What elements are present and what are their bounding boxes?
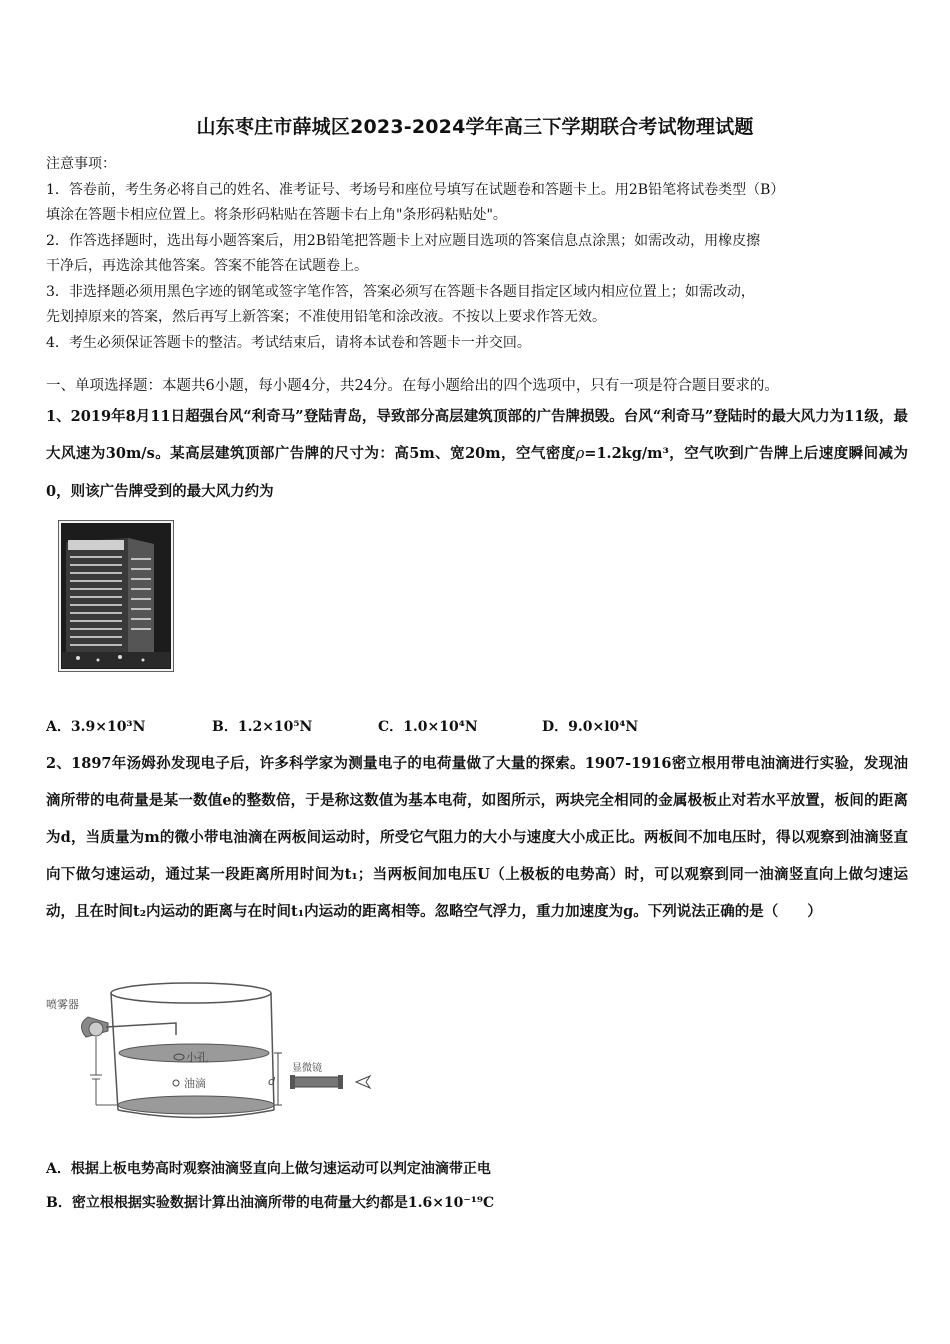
distance-label: d <box>268 1075 275 1088</box>
question-2: 2、1897年汤姆孙发现电子后，许多科学家为测量电子的电荷量做了大量的探索。1907-1916密立根用带电油滴进行实验，发现油滴所带的电荷量是某一数值e的整数倍，于是称这数值为基本电荷，如图所示，两块完全相同的金属极板止对若水平放置，板间的距离为d，当质量为m的微小带电油滴在两板间运动时，所受它气阻力的大小与速度大小成正比。两板间不加电压时，得以观察到油滴竖直向下做匀速运动，通过某一段距离所用时间为t₁；当两板间加电压U（上极板的电势高）时，可以观察到同一油滴竖直向上做匀速运动，且在时间t₂内运动的距离与在时间t₁内运动的距离相等。忽略空气浮力，重力加速度为g。下列说法正确的是（ ） <box>46 755 908 920</box>
notice-section <box>46 152 908 356</box>
notice-line: 干净后，再选涂其他答案。答案不能答在试题卷上。 <box>46 258 368 274</box>
question-1-text-b: =1.2kg/m³，空气吹到广告牌上后速度瞬间减为0，则该广告牌受到的最大风力约为 <box>46 445 908 500</box>
option-b[interactable]: B．密立根根据实验数据计算出油滴所带的电荷量大约都是1.6×10⁻¹⁹C <box>46 1195 495 1211</box>
sprayer-label: 喷雾器 <box>46 998 79 1011</box>
building-photo <box>58 520 174 672</box>
option-c[interactable]: C．1.0×10⁴N <box>378 719 478 735</box>
option-a[interactable]: A．3.9×10³N <box>46 719 146 735</box>
option-b[interactable]: B．1.2×10⁵N <box>212 719 313 735</box>
hole-label: 小孔 <box>186 1051 208 1064</box>
document-title: 山东枣庄市薛城区2023-2024学年高三下学期联合考试物理试题 <box>196 116 754 138</box>
notice-line: 填涂在答题卡相应位置上。将条形码粘贴在答题卡右上角"条形码粘贴处"。 <box>46 207 507 223</box>
option-d[interactable]: D．9.0×l0⁴N <box>542 719 639 735</box>
notice-line: 1．答卷前，考生务必将自己的姓名、准考证号、考场号和座位号填写在试题卷和答题卡上。用2B铅笔将试卷类型（B） <box>46 181 785 198</box>
notice-line: 3．非选择题必须用黑色字迹的钢笔或签字笔作答，答案必须写在答题卡各题目指定区域内相应位置上；如需改动， <box>46 283 755 300</box>
question-1 <box>46 398 908 510</box>
section-heading: 一、单项选择题：本题共6小题，每小题4分，共24分。在每小题给出的四个选项中，只有一项是符合题目要求的。 <box>46 378 779 394</box>
millikan-apparatus-figure <box>46 975 386 1125</box>
rho-symbol: ρ <box>575 446 585 462</box>
notice-line: 先划掉原来的答案，然后再写上新答案；不准使用铅笔和涂改液。不按以上要求作答无效。 <box>46 309 606 325</box>
droplet-label: 油滴 <box>184 1077 206 1090</box>
microscope-label: 显微镜 <box>292 1063 322 1074</box>
question-1-text-a: 1、2019年8月11日超强台风“利奇马”登陆青岛，导致部分高层建筑顶部的广告牌损毁。台风“利奇马”登陆时的最大风力为11级，最大风速为30m/s。某高层建筑顶部广告牌的尺寸为：高5m、宽20m，空气密度 <box>46 408 908 462</box>
option-a[interactable]: A．根据上板电势高时观察油滴竖直向上做匀速运动可以判定油滴带正电 <box>46 1161 491 1177</box>
notice-line: 2．作答选择题时，选出每小题答案后，用2B铅笔把答题卡上对应题目选项的答案信息点涂黑；如需改动，用橡皮擦 <box>46 232 761 249</box>
notice-line: 4．考生必须保证答题卡的整洁。考试结束后，请将本试卷和答题卡一并交回。 <box>46 334 531 351</box>
notice-heading: 注意事项： <box>46 156 116 172</box>
